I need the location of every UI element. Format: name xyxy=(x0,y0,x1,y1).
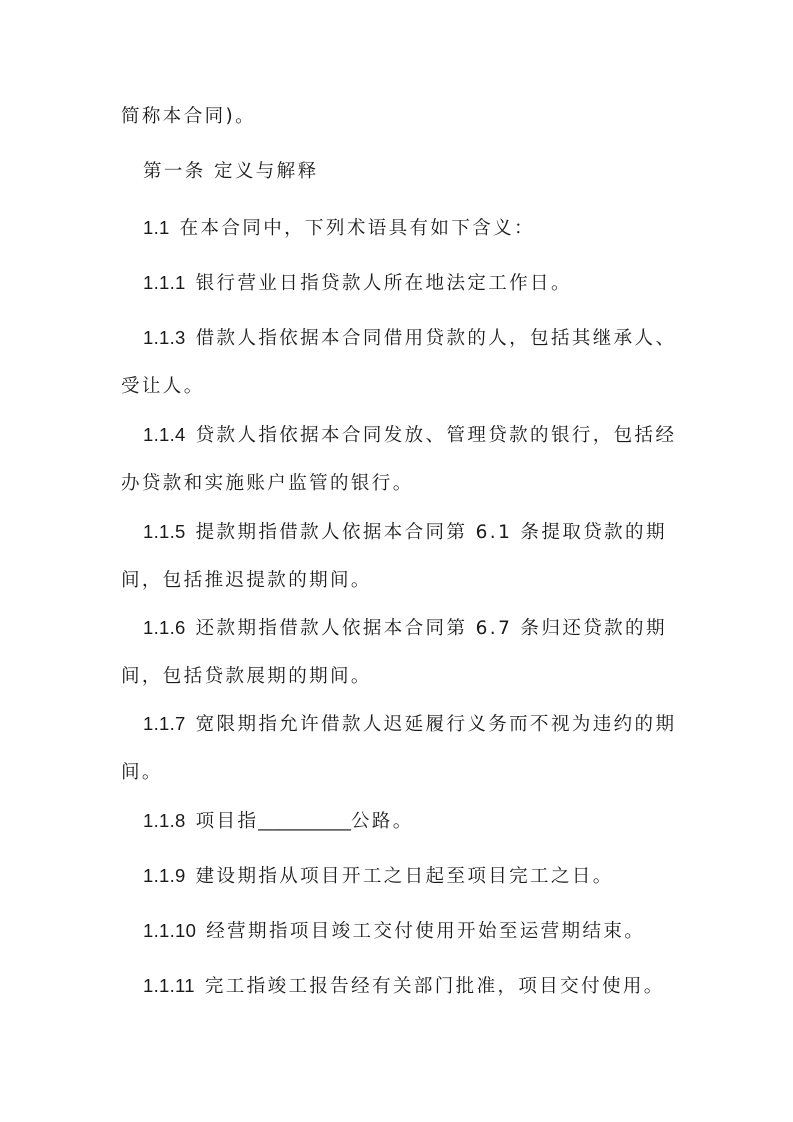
clause-text-after: 公路。 xyxy=(350,811,414,832)
clause-text: 提款期指借款人依据本合同第 6.1 条提取贷款的期间，包括推迟提款的期间。 xyxy=(121,522,667,591)
clause-1-1-8 xyxy=(121,797,677,846)
clause-number: 1.1.6 xyxy=(143,617,186,638)
clause-number: 1.1.7 xyxy=(143,713,186,734)
clause-text: 经营期指项目竣工交付使用开始至运营期结束。 xyxy=(206,921,646,942)
clause-number: 1.1.11 xyxy=(143,975,195,996)
clause-1-1-7 xyxy=(121,700,677,797)
clause-number: 1.1.1 xyxy=(143,272,186,293)
clause-number: 1.1.4 xyxy=(143,424,186,445)
clause-number: 1.1.5 xyxy=(143,521,186,542)
clause-1-1-6 xyxy=(121,604,677,701)
article-heading-text: 第一条 定义与解释 xyxy=(143,161,319,182)
clause-1-1-1 xyxy=(121,259,677,308)
paragraph-text: 简称本合同)。 xyxy=(121,106,257,127)
clause-1-1-9 xyxy=(121,852,677,901)
clause-text: 银行营业日指贷款人所在地法定工作日。 xyxy=(195,273,572,294)
clause-text-before: 项目指 xyxy=(195,811,259,832)
clause-1-1-3 xyxy=(121,314,677,411)
clause-text: 借款人指依据本合同借用贷款的人，包括其继承人、受让人。 xyxy=(121,328,677,397)
clause-text: 建设期指从项目开工之日起至项目完工之日。 xyxy=(195,866,614,887)
clause-number: 1.1.10 xyxy=(143,920,197,941)
clause-1-1-10 xyxy=(121,907,677,956)
clause-number: 1.1.8 xyxy=(143,810,186,831)
clause-number: 1.1 xyxy=(143,217,170,238)
clause-1-1-11 xyxy=(121,962,677,1011)
clause-text: 贷款人指依据本合同发放、管理贷款的银行，包括经办贷款和实施账户监管的银行。 xyxy=(121,425,677,494)
clause-1-1-4 xyxy=(121,411,677,508)
fill-in-blank: _________ xyxy=(258,810,351,831)
clause-text: 在本合同中，下列术语具有如下含义： xyxy=(179,218,535,239)
clause-text: 还款期指借款人依据本合同第 6.7 条归还贷款的期间，包括贷款展期的期间。 xyxy=(121,618,667,687)
clause-text: 宽限期指允许借款人迟延履行义务而不视为违约的期间。 xyxy=(121,714,677,783)
clause-number: 1.1.3 xyxy=(143,327,186,348)
paragraph-intro-tail xyxy=(121,93,677,141)
clause-text: 完工指竣工报告经有关部门批准，项目交付使用。 xyxy=(204,976,665,997)
article-heading xyxy=(121,148,677,196)
clause-1-1-5 xyxy=(121,508,677,605)
clause-number: 1.1.9 xyxy=(143,865,186,886)
clause-1-1 xyxy=(121,204,677,253)
